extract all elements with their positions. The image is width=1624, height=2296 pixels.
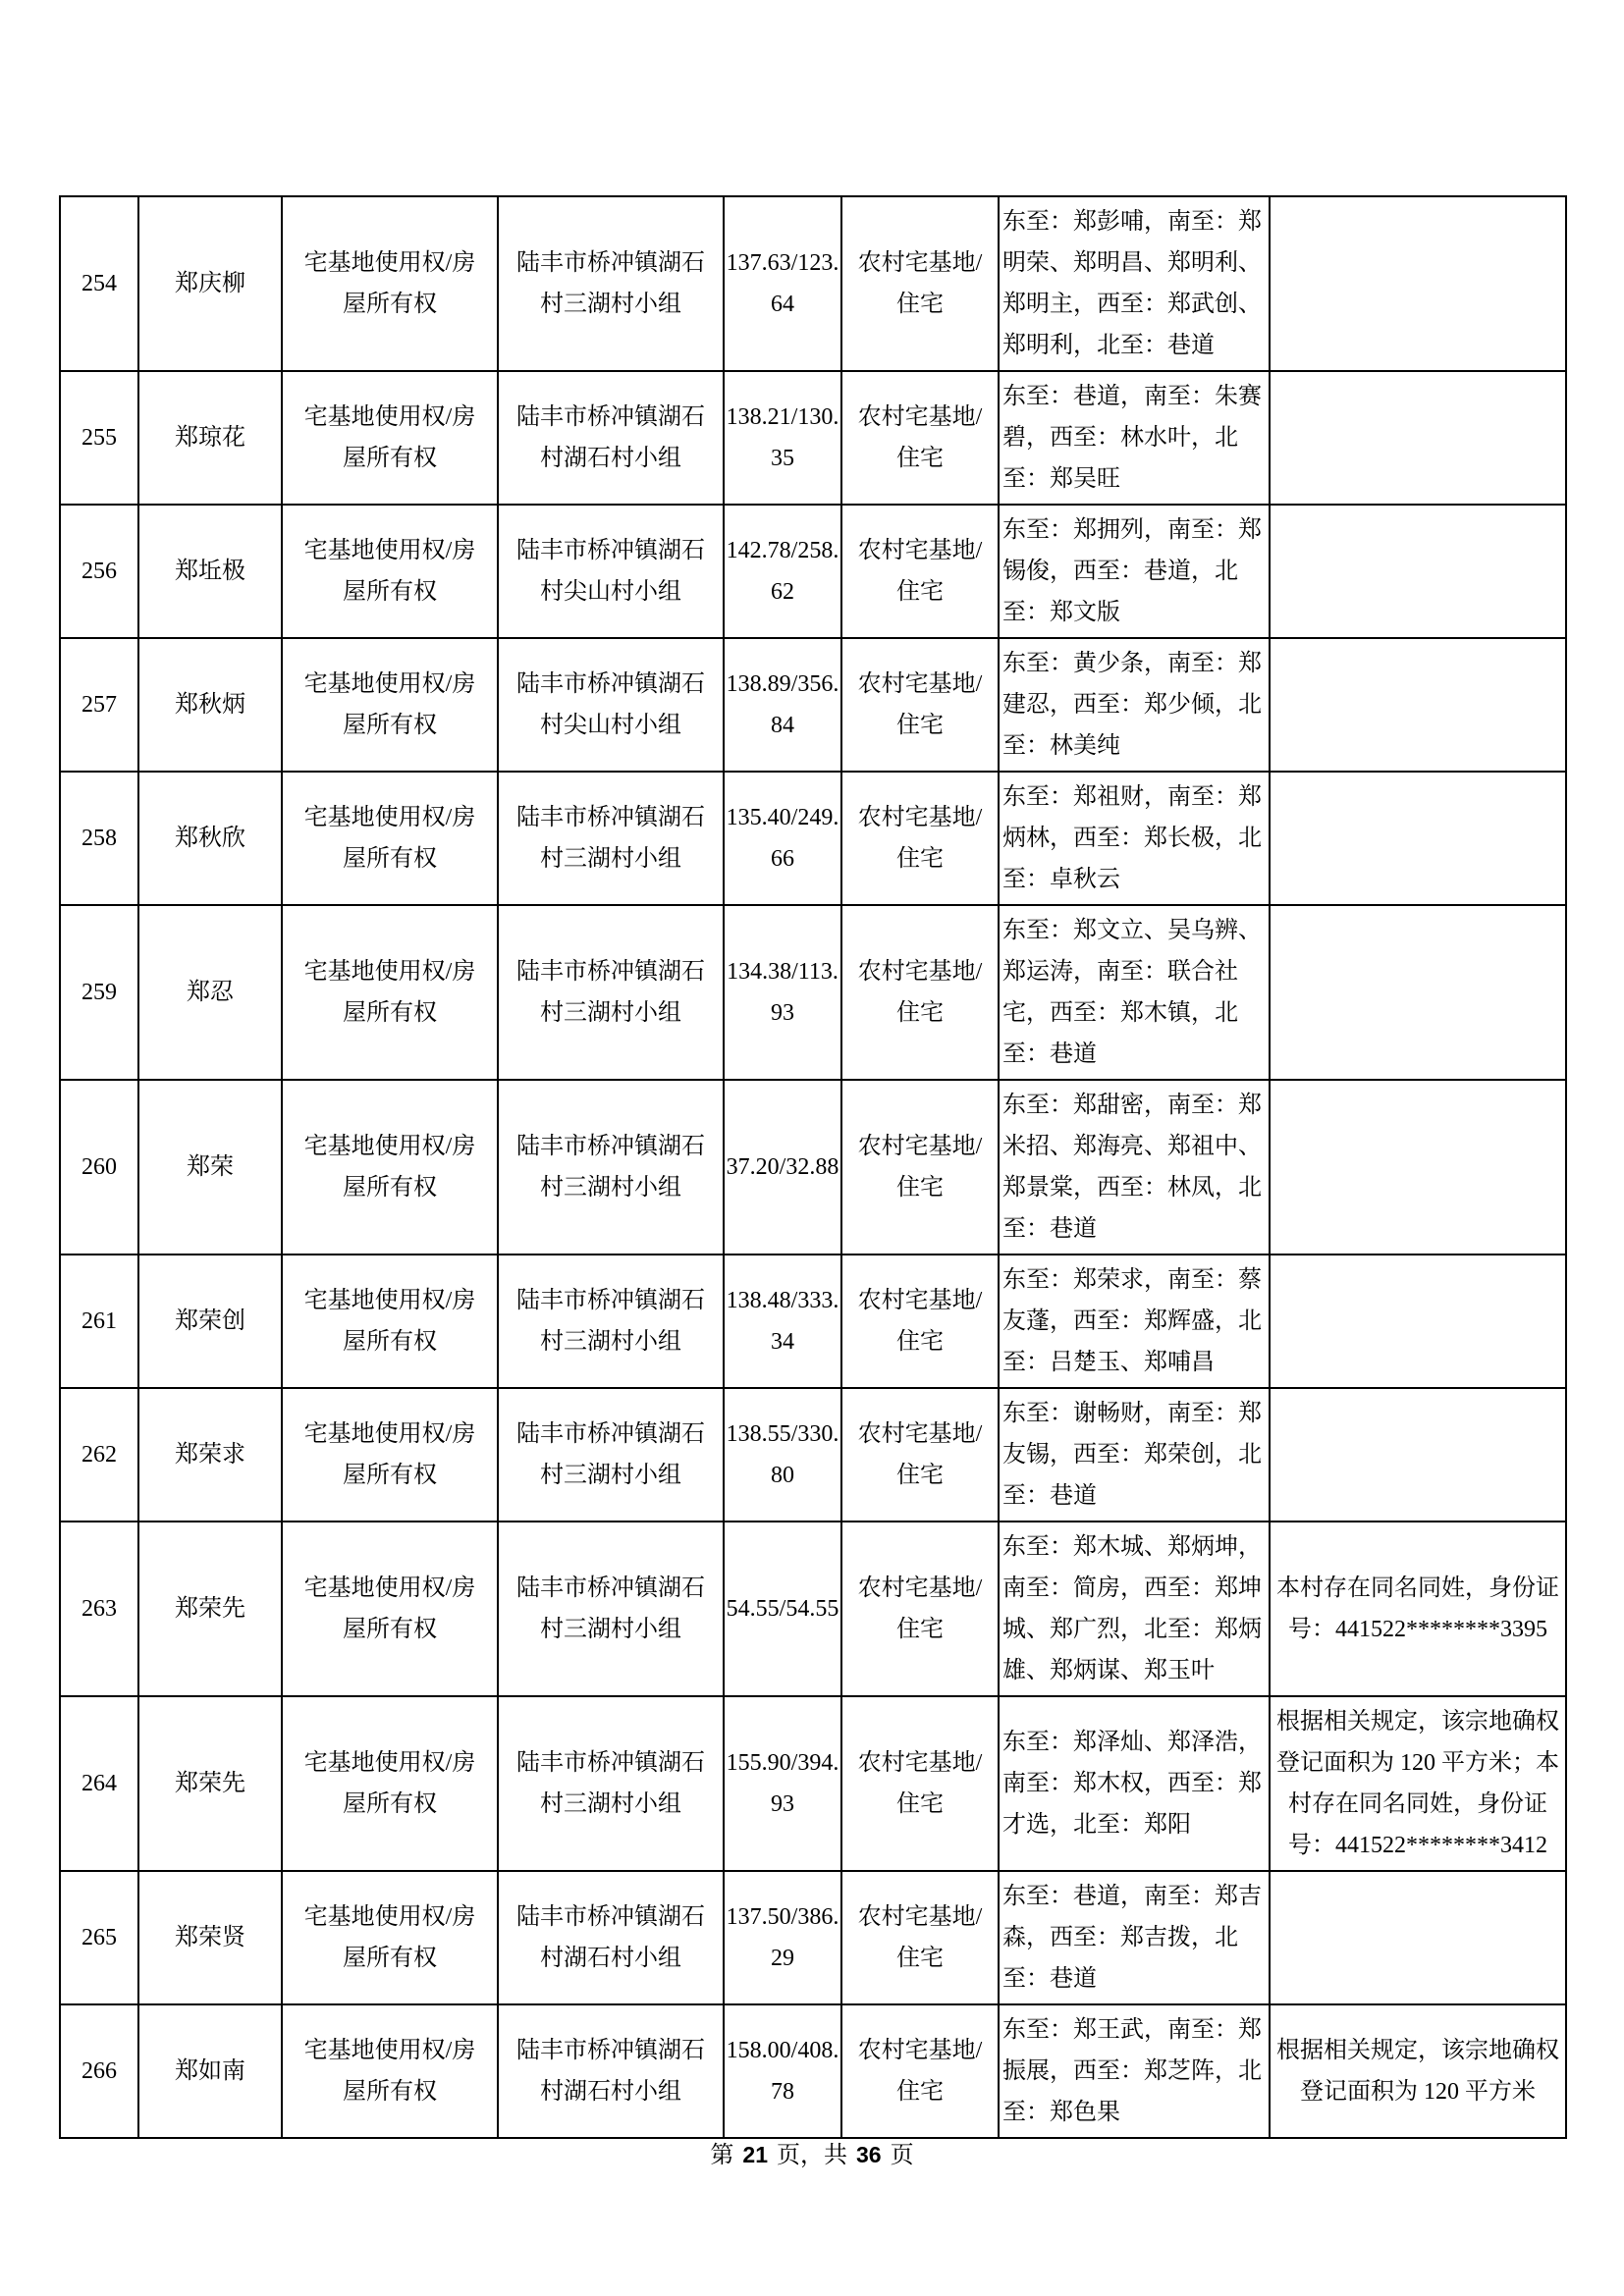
parcel-location: 陆丰市桥冲镇湖石村三湖村小组 [498,905,724,1080]
land-usage: 农村宅基地/住宅 [841,1255,999,1388]
boundary-description: 东至：巷道，南至：朱赛碧，西至：林水叶，北至：郑吴旺 [999,371,1270,505]
land-rights-table [59,195,1567,2139]
boundary-description: 东至：巷道，南至：郑吉森，西至：郑吉拨，北至：巷道 [999,1871,1270,2004]
page-footer [0,2138,1624,2172]
land-usage: 农村宅基地/住宅 [841,371,999,505]
footer-middle: 页，共 [777,2143,847,2168]
parcel-area: 37.20/32.88 [724,1080,841,1255]
table-row [60,1388,1566,1522]
right-type: 宅基地使用权/房屋所有权 [282,1255,498,1388]
row-number: 257 [60,638,138,772]
page-number: 21 [742,2142,768,2167]
land-usage: 农村宅基地/住宅 [841,1871,999,2004]
right-type: 宅基地使用权/房屋所有权 [282,1871,498,2004]
holder-name: 郑荣 [138,1080,282,1255]
row-number: 266 [60,2004,138,2138]
parcel-area: 158.00/408.78 [724,2004,841,2138]
row-number: 255 [60,371,138,505]
row-number: 260 [60,1080,138,1255]
row-number: 264 [60,1696,138,1871]
row-number: 258 [60,772,138,905]
holder-name: 郑荣创 [138,1255,282,1388]
land-usage: 农村宅基地/住宅 [841,772,999,905]
remark [1270,371,1566,505]
holder-name: 郑琼花 [138,371,282,505]
land-usage: 农村宅基地/住宅 [841,505,999,638]
boundary-description: 东至：郑泽灿、郑泽浩，南至：郑木权，西至：郑才选，北至：郑阳 [999,1696,1270,1871]
right-type: 宅基地使用权/房屋所有权 [282,1388,498,1522]
remark [1270,638,1566,772]
parcel-area: 138.21/130.35 [724,371,841,505]
row-number: 262 [60,1388,138,1522]
remark: 根据相关规定，该宗地确权登记面积为 120 平方米 [1270,2004,1566,2138]
table-row [60,1696,1566,1871]
right-type: 宅基地使用权/房屋所有权 [282,196,498,371]
parcel-location: 陆丰市桥冲镇湖石村三湖村小组 [498,1255,724,1388]
table-row [60,371,1566,505]
land-usage: 农村宅基地/住宅 [841,1522,999,1696]
right-type: 宅基地使用权/房屋所有权 [282,905,498,1080]
boundary-description: 东至：郑祖财，南至：郑炳林，西至：郑长极，北至：卓秋云 [999,772,1270,905]
parcel-location: 陆丰市桥冲镇湖石村三湖村小组 [498,1696,724,1871]
remark: 根据相关规定，该宗地确权登记面积为 120 平方米；本村存在同名同姓，身份证号：441522********3412 [1270,1696,1566,1871]
right-type: 宅基地使用权/房屋所有权 [282,1080,498,1255]
parcel-area: 54.55/54.55 [724,1522,841,1696]
right-type: 宅基地使用权/房屋所有权 [282,772,498,905]
land-usage: 农村宅基地/住宅 [841,2004,999,2138]
table-row [60,638,1566,772]
holder-name: 郑忍 [138,905,282,1080]
boundary-description: 东至：谢畅财，南至：郑友锡，西至：郑荣创，北至：巷道 [999,1388,1270,1522]
table-row [60,772,1566,905]
remark [1270,772,1566,905]
table-row [60,1255,1566,1388]
boundary-description: 东至：郑彭哺，南至：郑明荣、郑明昌、郑明利、郑明主，西至：郑武创、郑明利，北至：巷道 [999,196,1270,371]
holder-name: 郑秋炳 [138,638,282,772]
parcel-location: 陆丰市桥冲镇湖石村三湖村小组 [498,772,724,905]
boundary-description: 东至：郑荣求，南至：蔡友蓬，西至：郑辉盛，北至：吕楚玉、郑哺昌 [999,1255,1270,1388]
holder-name: 郑秋欣 [138,772,282,905]
table-row [60,905,1566,1080]
remark: 本村存在同名同姓，身份证号：441522********3395 [1270,1522,1566,1696]
parcel-location: 陆丰市桥冲镇湖石村三湖村小组 [498,1522,724,1696]
right-type: 宅基地使用权/房屋所有权 [282,1696,498,1871]
footer-prefix: 第 [710,2143,734,2168]
holder-name: 郑荣求 [138,1388,282,1522]
remark [1270,196,1566,371]
parcel-location: 陆丰市桥冲镇湖石村三湖村小组 [498,1080,724,1255]
row-number: 254 [60,196,138,371]
table-row [60,1080,1566,1255]
parcel-area: 155.90/394.93 [724,1696,841,1871]
parcel-location: 陆丰市桥冲镇湖石村三湖村小组 [498,196,724,371]
boundary-description: 东至：黄少条，南至：郑建忍，西至：郑少倾，北至：林美纯 [999,638,1270,772]
holder-name: 郑如南 [138,2004,282,2138]
holder-name: 郑荣先 [138,1522,282,1696]
parcel-location: 陆丰市桥冲镇湖石村湖石村小组 [498,2004,724,2138]
holder-name: 郑荣先 [138,1696,282,1871]
remark [1270,905,1566,1080]
row-number: 265 [60,1871,138,2004]
right-type: 宅基地使用权/房屋所有权 [282,1522,498,1696]
footer-suffix: 页 [890,2143,914,2168]
parcel-area: 138.48/333.34 [724,1255,841,1388]
remark [1270,1255,1566,1388]
land-usage: 农村宅基地/住宅 [841,1388,999,1522]
parcel-area: 137.63/123.64 [724,196,841,371]
holder-name: 郑荣贤 [138,1871,282,2004]
parcel-location: 陆丰市桥冲镇湖石村三湖村小组 [498,1388,724,1522]
land-usage: 农村宅基地/住宅 [841,638,999,772]
parcel-area: 135.40/249.66 [724,772,841,905]
parcel-location: 陆丰市桥冲镇湖石村尖山村小组 [498,505,724,638]
table-row [60,196,1566,371]
parcel-location: 陆丰市桥冲镇湖石村湖石村小组 [498,1871,724,2004]
row-number: 263 [60,1522,138,1696]
total-pages: 36 [856,2142,882,2167]
parcel-area: 142.78/258.62 [724,505,841,638]
row-number: 261 [60,1255,138,1388]
parcel-area: 138.89/356.84 [724,638,841,772]
parcel-location: 陆丰市桥冲镇湖石村尖山村小组 [498,638,724,772]
table-row [60,505,1566,638]
boundary-description: 东至：郑文立、吴乌辨、郑运涛，南至：联合社宅，西至：郑木镇，北至：巷道 [999,905,1270,1080]
land-usage: 农村宅基地/住宅 [841,196,999,371]
remark [1270,1871,1566,2004]
row-number: 259 [60,905,138,1080]
parcel-location: 陆丰市桥冲镇湖石村湖石村小组 [498,371,724,505]
boundary-description: 东至：郑甜密，南至：郑米招、郑海亮、郑祖中、郑景棠，西至：林凤，北至：巷道 [999,1080,1270,1255]
right-type: 宅基地使用权/房屋所有权 [282,2004,498,2138]
table-row [60,1522,1566,1696]
table-row [60,2004,1566,2138]
holder-name: 郑坵极 [138,505,282,638]
boundary-description: 东至：郑木城、郑炳坤，南至：简房，西至：郑坤城、郑广烈，北至：郑炳雄、郑炳谋、郑玉叶 [999,1522,1270,1696]
remark [1270,505,1566,638]
remark [1270,1080,1566,1255]
parcel-area: 138.55/330.80 [724,1388,841,1522]
right-type: 宅基地使用权/房屋所有权 [282,371,498,505]
land-usage: 农村宅基地/住宅 [841,1080,999,1255]
land-usage: 农村宅基地/住宅 [841,905,999,1080]
remark [1270,1388,1566,1522]
holder-name: 郑庆柳 [138,196,282,371]
row-number: 256 [60,505,138,638]
right-type: 宅基地使用权/房屋所有权 [282,505,498,638]
table-row [60,1871,1566,2004]
right-type: 宅基地使用权/房屋所有权 [282,638,498,772]
boundary-description: 东至：郑王武，南至：郑振展，西至：郑芝阵，北至：郑色果 [999,2004,1270,2138]
boundary-description: 东至：郑拥列，南至：郑锡俊，西至：巷道，北至：郑文版 [999,505,1270,638]
parcel-area: 134.38/113.93 [724,905,841,1080]
parcel-area: 137.50/386.29 [724,1871,841,2004]
land-usage: 农村宅基地/住宅 [841,1696,999,1871]
